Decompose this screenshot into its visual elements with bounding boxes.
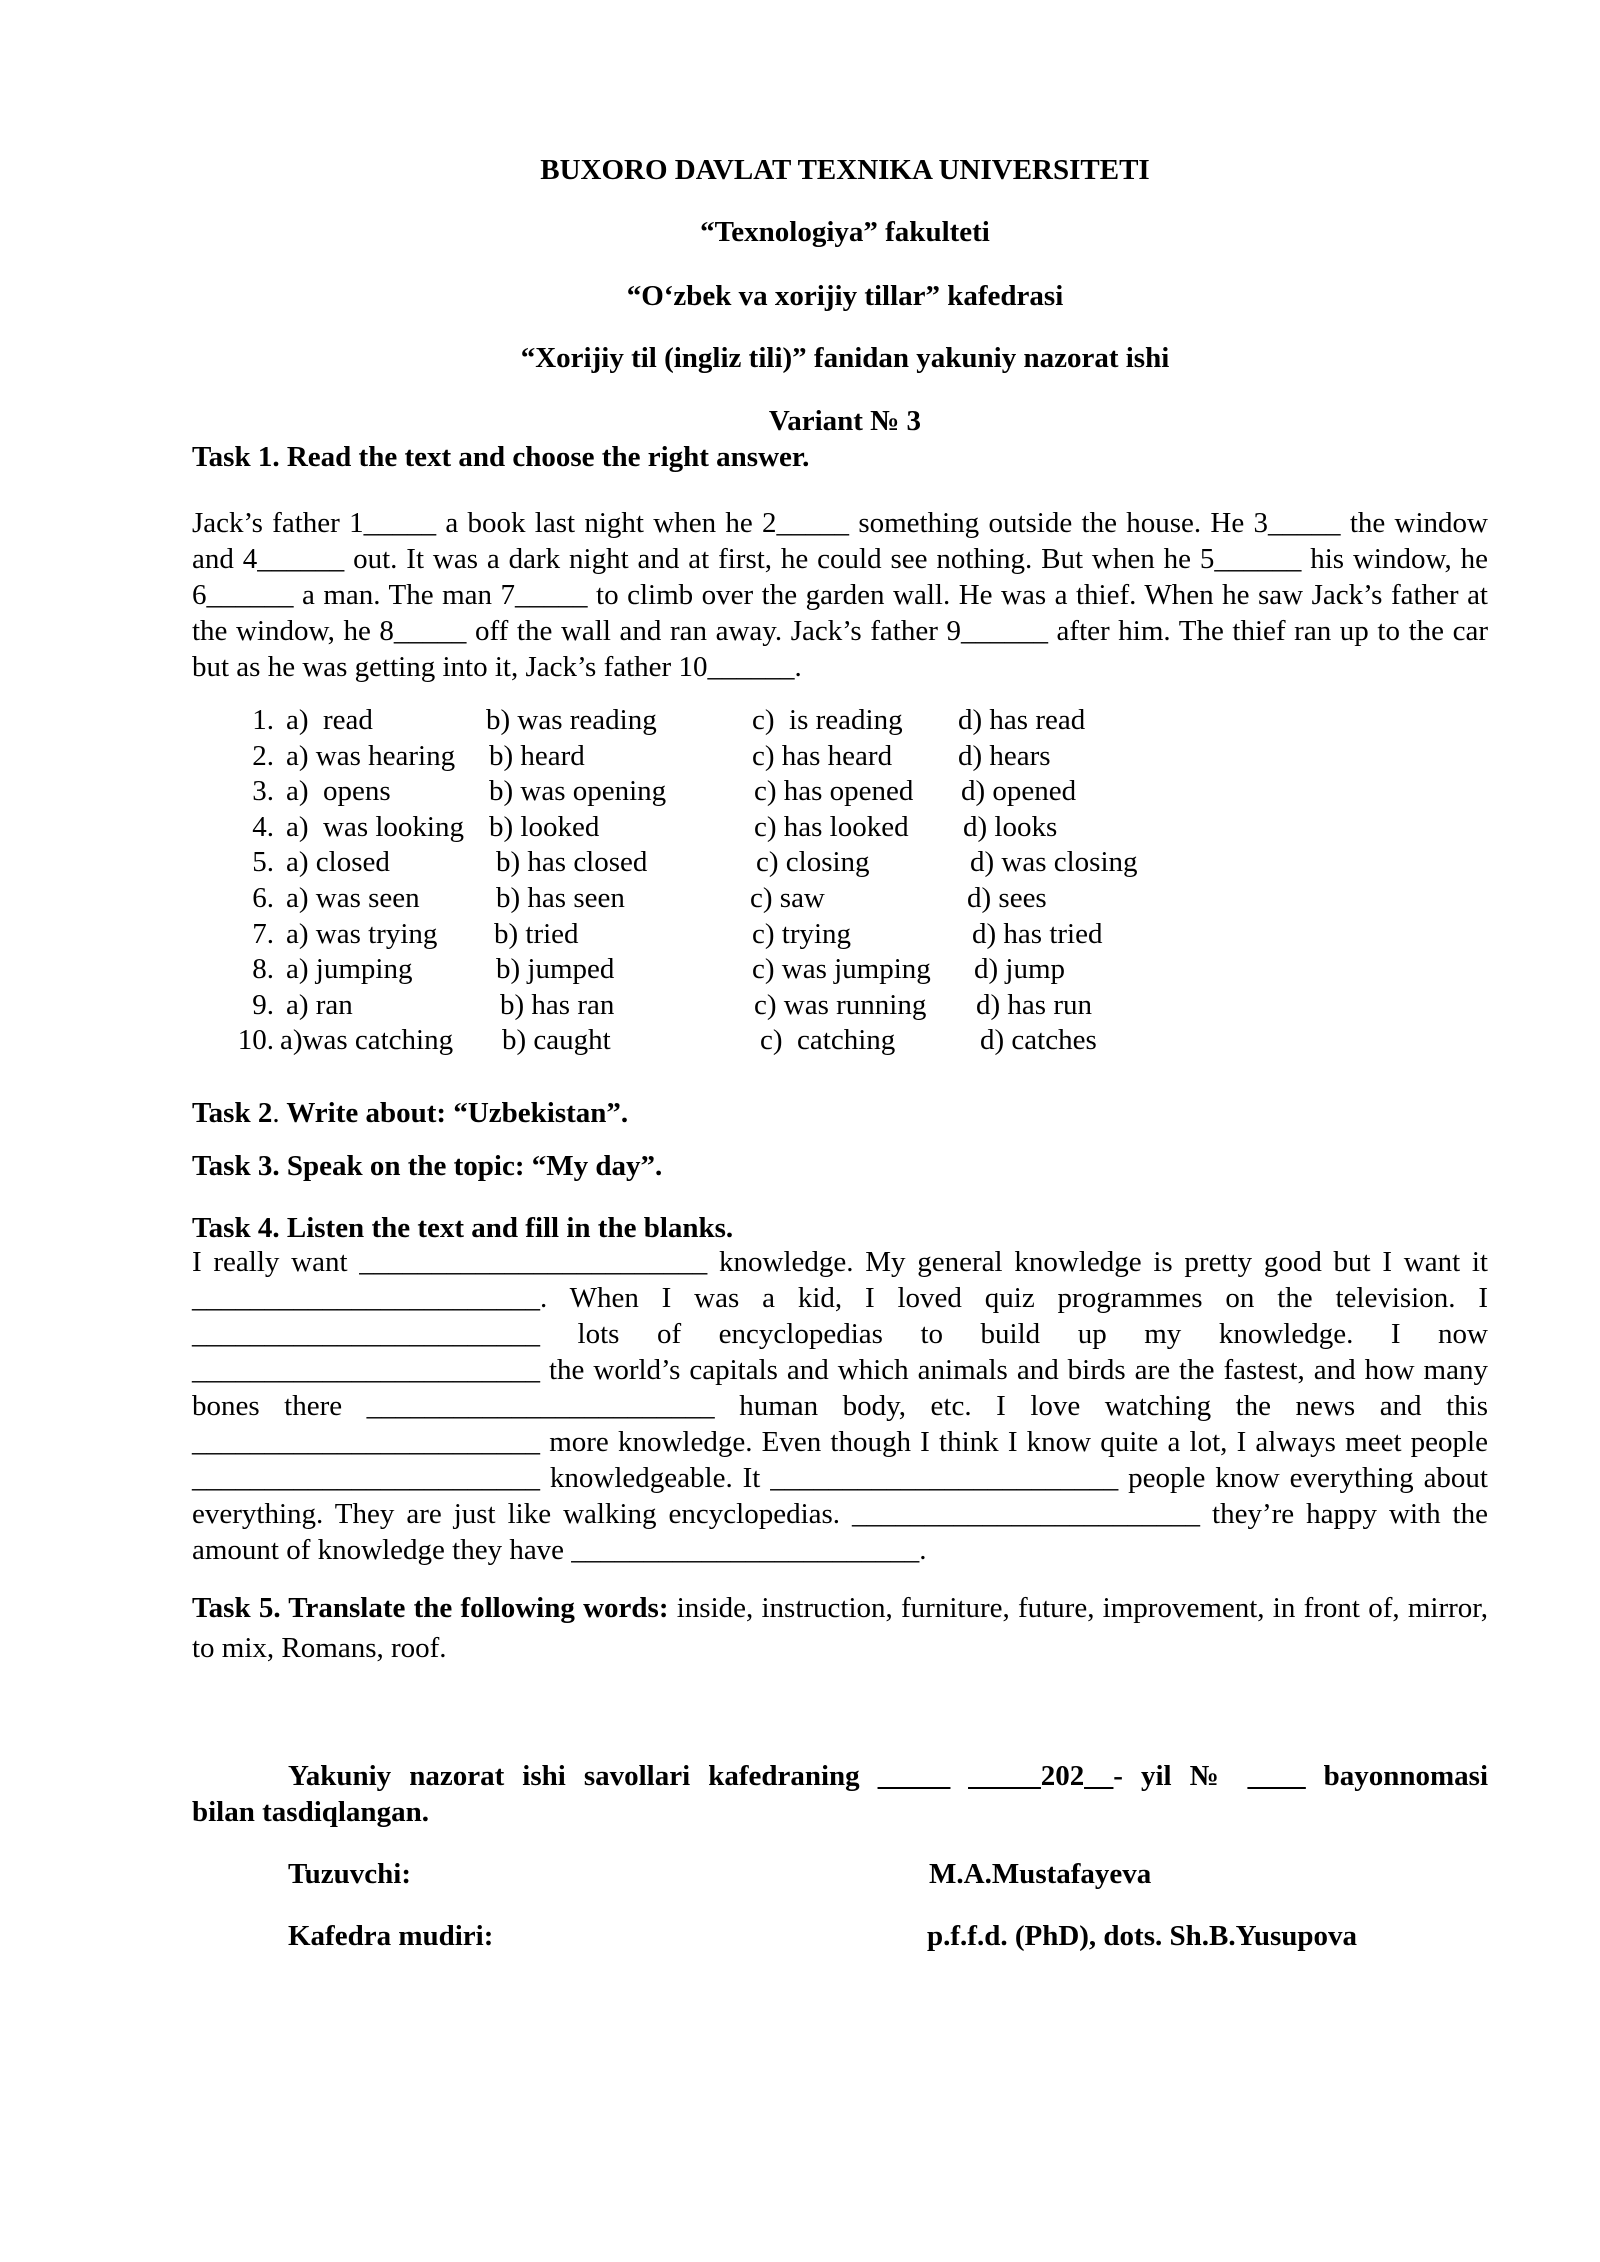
exam-title: “Xorijiy til (ingliz tili)” fanidan yakuniy nazorat ishi [520,342,1170,374]
option-c: c) was jumping [752,953,931,986]
option-number: 2. [252,739,274,772]
compiler-name: M.A.Mustafayeva [929,1858,1152,1890]
option-d: d) sees [967,882,1047,914]
option-a: a) closed [286,846,390,879]
variant-title: Variant № 3 [768,405,922,437]
option-d: d) has tried [972,917,1103,950]
compiler-label: Tuzuvchi: [288,1858,412,1890]
option-d: d) catches [980,1024,1097,1057]
option-b: b) has ran [500,988,615,1021]
option-d: d) opened [961,775,1077,808]
option-b: b) was opening [489,775,667,808]
department-title: “O‘zbek va xorijiy tillar” kafedrasi [626,280,1064,312]
option-a: a) was seen [286,882,420,914]
task5-paragraph [192,1588,1488,1668]
option-b: b) heard [489,739,585,772]
task4-text: I really want ________________________ knowledge. My general knowledge is pretty good but I want it ________________________. When I was a kid, I loved quiz programmes on the television. I ________________________ lots of encyclopedias to build up my knowledge. I now ________________________ the world’s capitals and which animals and birds are the fastest, and how many bones there ________________________ human body, etc. I love watching the news and this ________________________ more knowledge. Even though I think I know quite a lot, I always meet people ________________________ knowledgeable. It ________________________ people know everything about everything. They are just like walking encyclopedias. ________________________ they’re happy with the amount of knowledge they have ________________________. [192,1246,1488,1566]
option-d: d) hears [958,739,1051,772]
option-d: d) was closing [970,846,1138,879]
option-number: 8. [252,953,274,986]
option-number: 4. [252,810,274,843]
option-c: c) is reading [752,704,903,736]
task2-rest: Write about: “Uzbekistan”. [279,1097,629,1129]
option-b: b) tried [494,917,579,950]
option-b: b) has seen [496,882,625,914]
approval-line-2: bilan tasdiqlangan. [192,1796,429,1828]
option-number: 3. [252,775,274,808]
option-number: 5. [252,846,274,879]
option-c: c) was running [754,988,927,1021]
faculty-title: “Texnologiya” fakulteti [700,216,990,248]
department-head-label: Kafedra mudiri: [288,1920,494,1952]
option-a: a) was hearing [286,739,456,772]
approval-line-1: Yakuniy nazorat ishi savollari kafedraning _____ _____202__- yil № ____ bayonnomasi [288,1760,1488,1792]
option-d: d) jump [974,953,1066,986]
option-c: c) saw [750,882,825,914]
option-number: 9. [252,988,274,1021]
task2-label: Task 2 [192,1097,273,1129]
option-d: d) looks [963,810,1058,843]
option-a: a) jumping [286,953,413,986]
option-d: d) has read [958,704,1086,736]
option-c: c) has looked [754,810,909,843]
option-a: a) read [286,704,373,736]
option-number: 6. [252,882,274,914]
option-b: b) jumped [496,953,615,986]
option-a: a) was looking [286,810,464,843]
task4-heading: Task 4. Listen the text and fill in the blanks. [192,1212,734,1244]
task3-heading: Task 3. Speak on the topic: “My day”. [192,1150,663,1182]
option-number: 1. [252,704,274,736]
task2-dot: . [272,1097,280,1129]
option-b: b) caught [502,1024,611,1057]
task5-heading: Task 5. Translate the following words: [192,1592,669,1624]
task2-heading [192,1097,628,1130]
department-head-name: p.f.f.d. (PhD), dots. Sh.B.Yusupova [927,1920,1358,1952]
option-a: a) was trying [286,917,438,950]
option-d: d) has run [976,988,1092,1021]
option-b: b) looked [489,810,600,843]
option-b: b) has closed [496,846,648,879]
task5-words: inside, instruction, furniture, future, improvement, in front of, mirror, to mix, Romans, roof. [192,1592,1489,1664]
option-a: a) ran [286,988,353,1021]
option-a: a)was catching [280,1024,454,1057]
option-c: c) trying [752,917,852,950]
task1-heading: Task 1. Read the text and choose the right answer. [192,441,810,473]
university-title: BUXORO DAVLAT TEXNIKA UNIVERSITETI [540,154,1150,186]
option-a: a) opens [286,775,391,808]
option-c: c) has opened [754,775,914,808]
option-b: b) was reading [486,704,657,736]
option-c: c) catching [760,1024,896,1057]
option-c: c) closing [756,846,870,879]
option-number: 10. [237,1024,274,1057]
task1-text: Jack’s father 1_____ a book last night when he 2_____ something outside the house. He 3_____ the window and 4______ out. It was a dark night and at first, he could see nothing. But when he 5______ his window, he 6______ a man. The man 7_____ to climb over the garden wall. He was a thief. When he saw Jack’s father at the window, he 8_____ off the wall and ran away. Jack’s father 9______ after him. The thief ran up to the car but as he was getting into it, Jack’s father 10______. [192,507,1488,683]
option-number: 7. [252,917,274,950]
option-c: c) has heard [752,739,893,772]
